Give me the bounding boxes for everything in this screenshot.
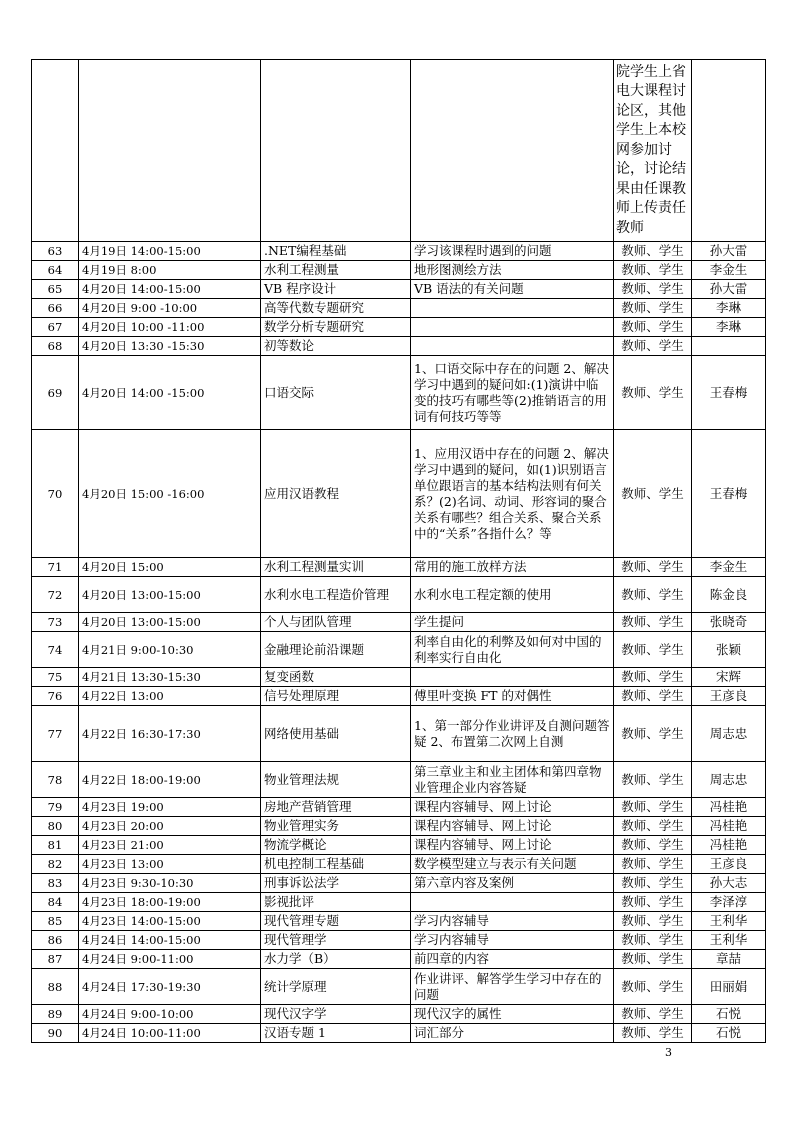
cell-time — [79, 60, 261, 242]
cell-course: 汉语专题 1 — [261, 1024, 411, 1043]
table-row-continuation — [32, 60, 766, 242]
cell-course: 水利水电工程造价管理 — [261, 577, 411, 613]
cell-target: 教师、学生 — [614, 1005, 692, 1024]
cell-time: 4月24日 10:00-11:00 — [79, 1024, 261, 1043]
table-row — [32, 893, 766, 912]
cell-time: 4月23日 14:00-15:00 — [79, 912, 261, 931]
table-row — [32, 337, 766, 356]
cell-content: 课程内容辅导、网上讨论 — [411, 817, 614, 836]
cell-time: 4月24日 9:00-10:00 — [79, 1005, 261, 1024]
cell-course: .NET编程基础 — [261, 242, 411, 261]
cell-target: 教师、学生 — [614, 855, 692, 874]
cell-course: 刑事诉讼法学 — [261, 874, 411, 893]
table-row — [32, 242, 766, 261]
table-row — [32, 558, 766, 577]
cell-teacher: 王利华 — [692, 931, 766, 950]
cell-target: 教师、学生 — [614, 969, 692, 1005]
cell-course: 水利工程测量 — [261, 261, 411, 280]
cell-course: 物流学概论 — [261, 836, 411, 855]
cell-teacher: 王春梅 — [692, 356, 766, 430]
cell-teacher: 李泽淳 — [692, 893, 766, 912]
table-row — [32, 261, 766, 280]
cell-time: 4月22日 18:00-19:00 — [79, 762, 261, 798]
cell-content — [411, 318, 614, 337]
table-row — [32, 706, 766, 762]
cell-time: 4月24日 14:00-15:00 — [79, 931, 261, 950]
cell-teacher: 冯桂艳 — [692, 798, 766, 817]
cell-time: 4月24日 9:00-11:00 — [79, 950, 261, 969]
cell-content: 利率自由化的利弊及如何对中国的利率实行自由化 — [411, 632, 614, 668]
cell-target: 教师、学生 — [614, 668, 692, 687]
cell-content: VB 语法的有关问题 — [411, 280, 614, 299]
cell-teacher — [692, 337, 766, 356]
cell-time: 4月20日 13:00-15:00 — [79, 613, 261, 632]
cell-teacher: 孙大雷 — [692, 280, 766, 299]
schedule-body — [32, 60, 766, 1043]
table-row — [32, 874, 766, 893]
cell-no: 67 — [32, 318, 79, 337]
cell-time: 4月20日 9:00 -10:00 — [79, 299, 261, 318]
cell-target: 教师、学生 — [614, 558, 692, 577]
cell-content: 课程内容辅导、网上讨论 — [411, 836, 614, 855]
cell-time: 4月23日 20:00 — [79, 817, 261, 836]
cell-time: 4月21日 13:30-15:30 — [79, 668, 261, 687]
cell-teacher: 王春梅 — [692, 430, 766, 558]
table-row — [32, 577, 766, 613]
cell-time: 4月22日 16:30-17:30 — [79, 706, 261, 762]
cell-target: 教师、学生 — [614, 356, 692, 430]
cell-teacher: 孙大雷 — [692, 242, 766, 261]
cell-teacher — [692, 60, 766, 242]
cell-no: 85 — [32, 912, 79, 931]
cell-target: 教师、学生 — [614, 280, 692, 299]
cell-content: 数学模型建立与表示有关问题 — [411, 855, 614, 874]
cell-target: 教师、学生 — [614, 931, 692, 950]
cell-content: 前四章的内容 — [411, 950, 614, 969]
table-row — [32, 299, 766, 318]
page-number: 3 — [665, 1046, 672, 1059]
cell-content: 学习内容辅导 — [411, 931, 614, 950]
cell-target: 教师、学生 — [614, 632, 692, 668]
cell-target: 教师、学生 — [614, 242, 692, 261]
cell-target: 教师、学生 — [614, 798, 692, 817]
cell-no — [32, 60, 79, 242]
cell-target: 教师、学生 — [614, 337, 692, 356]
cell-target: 教师、学生 — [614, 687, 692, 706]
table-row — [32, 687, 766, 706]
cell-target: 教师、学生 — [614, 318, 692, 337]
cell-target: 教师、学生 — [614, 261, 692, 280]
cell-time: 4月23日 18:00-19:00 — [79, 893, 261, 912]
table-row — [32, 430, 766, 558]
cell-teacher: 石悦 — [692, 1024, 766, 1043]
cell-teacher: 李金生 — [692, 261, 766, 280]
cell-no: 71 — [32, 558, 79, 577]
cell-teacher: 张晓奇 — [692, 613, 766, 632]
cell-course: 个人与团队管理 — [261, 613, 411, 632]
cell-target: 教师、学生 — [614, 430, 692, 558]
cell-no: 64 — [32, 261, 79, 280]
cell-time: 4月19日 8:00 — [79, 261, 261, 280]
cell-content: 学生提问 — [411, 613, 614, 632]
table-row — [32, 931, 766, 950]
cell-time: 4月20日 13:00-15:00 — [79, 577, 261, 613]
cell-course: 初等数论 — [261, 337, 411, 356]
cell-teacher: 周志忠 — [692, 706, 766, 762]
cell-teacher: 陈金良 — [692, 577, 766, 613]
cell-course: 现代管理学 — [261, 931, 411, 950]
cell-course: 统计学原理 — [261, 969, 411, 1005]
cell-time: 4月23日 13:00 — [79, 855, 261, 874]
cell-teacher: 冯桂艳 — [692, 836, 766, 855]
cell-no: 89 — [32, 1005, 79, 1024]
cell-content: 课程内容辅导、网上讨论 — [411, 798, 614, 817]
cell-no: 78 — [32, 762, 79, 798]
cell-content: 1、口语交际中存在的问题 2、解决学习中遇到的疑问如:(1)演讲中临变的技巧有哪些等(2)推销语言的用词有何技巧等等 — [411, 356, 614, 430]
cell-no: 86 — [32, 931, 79, 950]
cell-target: 教师、学生 — [614, 577, 692, 613]
cell-teacher: 李琳 — [692, 318, 766, 337]
cell-no: 77 — [32, 706, 79, 762]
cell-content — [411, 299, 614, 318]
cell-content: 作业讲评、解答学生学习中存在的问题 — [411, 969, 614, 1005]
table-row — [32, 1005, 766, 1024]
cell-no: 65 — [32, 280, 79, 299]
cell-no: 87 — [32, 950, 79, 969]
cell-no: 70 — [32, 430, 79, 558]
cell-content: 词汇部分 — [411, 1024, 614, 1043]
cell-course: 金融理论前沿课题 — [261, 632, 411, 668]
cell-teacher: 王利华 — [692, 912, 766, 931]
table-row — [32, 318, 766, 337]
cell-teacher: 田丽娟 — [692, 969, 766, 1005]
table-row — [32, 817, 766, 836]
cell-time: 4月20日 15:00 — [79, 558, 261, 577]
cell-teacher: 王彦良 — [692, 687, 766, 706]
cell-no: 80 — [32, 817, 79, 836]
cell-course: 口语交际 — [261, 356, 411, 430]
cell-target: 院学生上省电大课程讨论区，其他学生上本校网参加讨论，讨论结果由任课教师上传责任教师 — [614, 60, 692, 242]
cell-target: 教师、学生 — [614, 836, 692, 855]
cell-course: 高等代数专题研究 — [261, 299, 411, 318]
cell-content: 学习该课程时遇到的问题 — [411, 242, 614, 261]
cell-target: 教师、学生 — [614, 893, 692, 912]
cell-teacher: 石悦 — [692, 1005, 766, 1024]
table-row — [32, 280, 766, 299]
cell-content: 第三章业主和业主团体和第四章物业管理企业内容答疑 — [411, 762, 614, 798]
cell-course: VB 程序设计 — [261, 280, 411, 299]
cell-content: 第六章内容及案例 — [411, 874, 614, 893]
cell-target: 教师、学生 — [614, 1024, 692, 1043]
cell-no: 73 — [32, 613, 79, 632]
cell-course: 现代汉字学 — [261, 1005, 411, 1024]
table-row — [32, 836, 766, 855]
cell-course: 水力学（B） — [261, 950, 411, 969]
cell-target: 教师、学生 — [614, 613, 692, 632]
cell-target: 教师、学生 — [614, 762, 692, 798]
cell-no: 66 — [32, 299, 79, 318]
cell-teacher: 张颖 — [692, 632, 766, 668]
cell-content: 常用的施工放样方法 — [411, 558, 614, 577]
cell-time: 4月20日 14:00 -15:00 — [79, 356, 261, 430]
cell-content: 地形图测绘方法 — [411, 261, 614, 280]
cell-time: 4月21日 9:00-10:30 — [79, 632, 261, 668]
cell-no: 90 — [32, 1024, 79, 1043]
cell-teacher: 周志忠 — [692, 762, 766, 798]
table-row — [32, 613, 766, 632]
cell-no: 82 — [32, 855, 79, 874]
cell-teacher: 李金生 — [692, 558, 766, 577]
cell-no: 75 — [32, 668, 79, 687]
cell-no: 81 — [32, 836, 79, 855]
table-row — [32, 632, 766, 668]
table-row — [32, 969, 766, 1005]
cell-target: 教师、学生 — [614, 299, 692, 318]
cell-course: 影视批评 — [261, 893, 411, 912]
cell-teacher: 宋辉 — [692, 668, 766, 687]
cell-course: 信号处理原理 — [261, 687, 411, 706]
cell-no: 79 — [32, 798, 79, 817]
cell-no: 84 — [32, 893, 79, 912]
cell-time: 4月23日 21:00 — [79, 836, 261, 855]
table-row — [32, 855, 766, 874]
cell-teacher: 李琳 — [692, 299, 766, 318]
table-row — [32, 668, 766, 687]
cell-time: 4月23日 9:30-10:30 — [79, 874, 261, 893]
cell-content — [411, 668, 614, 687]
cell-time: 4月20日 10:00 -11:00 — [79, 318, 261, 337]
cell-no: 68 — [32, 337, 79, 356]
cell-time: 4月22日 13:00 — [79, 687, 261, 706]
cell-content: 1、应用汉语中存在的问题 2、解决学习中遇到的疑问，如(1)识别语言单位跟语言的基本结构法则有何关系？(2)名词、动词、形容词的聚合关系有哪些？组合关系、聚合关系中的“关系”各指什么？等 — [411, 430, 614, 558]
cell-course: 网络使用基础 — [261, 706, 411, 762]
cell-content: 学习内容辅导 — [411, 912, 614, 931]
cell-no: 88 — [32, 969, 79, 1005]
cell-teacher: 冯桂艳 — [692, 817, 766, 836]
table-row — [32, 798, 766, 817]
cell-target: 教师、学生 — [614, 950, 692, 969]
table-row — [32, 356, 766, 430]
cell-teacher: 王彦良 — [692, 855, 766, 874]
cell-no: 76 — [32, 687, 79, 706]
table-row — [32, 1024, 766, 1043]
cell-time: 4月20日 15:00 -16:00 — [79, 430, 261, 558]
schedule-table — [31, 59, 766, 1043]
table-row — [32, 912, 766, 931]
cell-course: 房地产营销管理 — [261, 798, 411, 817]
cell-content: 水利水电工程定额的使用 — [411, 577, 614, 613]
cell-course: 物业管理实务 — [261, 817, 411, 836]
table-row — [32, 950, 766, 969]
cell-time: 4月20日 13:30 -15:30 — [79, 337, 261, 356]
cell-no: 72 — [32, 577, 79, 613]
cell-course: 应用汉语教程 — [261, 430, 411, 558]
cell-course: 物业管理法规 — [261, 762, 411, 798]
cell-no: 69 — [32, 356, 79, 430]
cell-time: 4月20日 14:00-15:00 — [79, 280, 261, 299]
cell-content — [411, 337, 614, 356]
cell-course: 数学分析专题研究 — [261, 318, 411, 337]
cell-content: 1、第一部分作业讲评及自测问题答疑 2、布置第二次网上自测 — [411, 706, 614, 762]
table-row — [32, 762, 766, 798]
cell-course: 机电控制工程基础 — [261, 855, 411, 874]
cell-no: 74 — [32, 632, 79, 668]
cell-course: 现代管理专题 — [261, 912, 411, 931]
cell-content — [411, 893, 614, 912]
cell-content: 现代汉字的属性 — [411, 1005, 614, 1024]
cell-no: 63 — [32, 242, 79, 261]
cell-teacher: 孙大志 — [692, 874, 766, 893]
cell-no: 83 — [32, 874, 79, 893]
cell-time: 4月23日 19:00 — [79, 798, 261, 817]
cell-content — [411, 60, 614, 242]
cell-target: 教师、学生 — [614, 817, 692, 836]
cell-target: 教师、学生 — [614, 874, 692, 893]
cell-time: 4月24日 17:30-19:30 — [79, 969, 261, 1005]
cell-time: 4月19日 14:00-15:00 — [79, 242, 261, 261]
cell-course: 复变函数 — [261, 668, 411, 687]
cell-target: 教师、学生 — [614, 912, 692, 931]
cell-target: 教师、学生 — [614, 706, 692, 762]
cell-teacher: 章喆 — [692, 950, 766, 969]
cell-content: 傅里叶变换 FT 的对偶性 — [411, 687, 614, 706]
cell-course — [261, 60, 411, 242]
cell-course: 水利工程测量实训 — [261, 558, 411, 577]
